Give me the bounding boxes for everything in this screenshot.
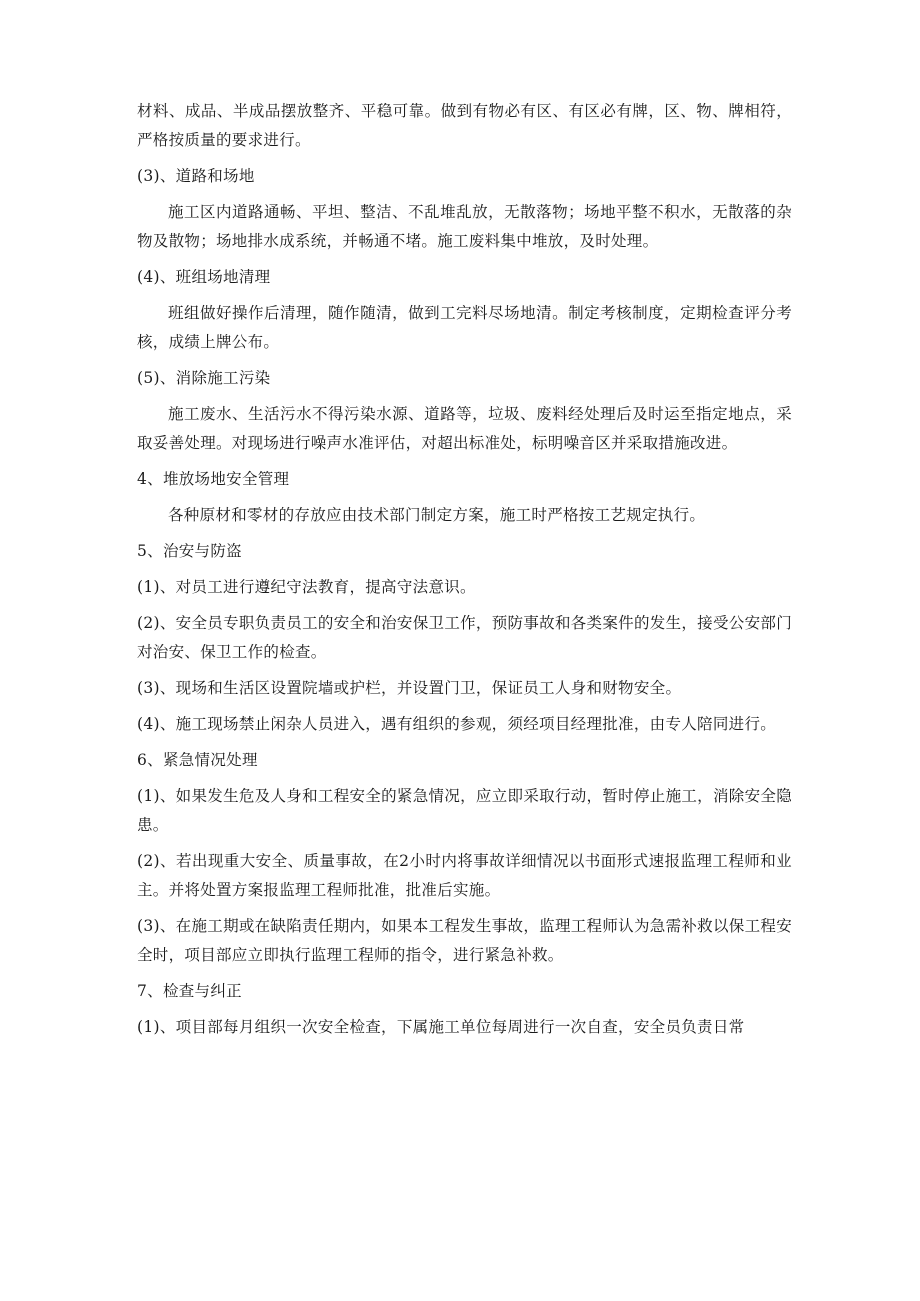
paragraph: 班组做好操作后清理，随作随清，做到工完料尽场地清。制定考核制度，定期检查评分考核，成绩上牌公布。 [137, 304, 792, 351]
paragraph: 材料、成品、半成品摆放整齐、平稳可靠。做到有物必有区、有区必有牌，区、物、牌相符，严格按质量的要求进行。 [137, 102, 792, 149]
paragraph: 施工废水、生活污水不得污染水源、道路等，垃圾、废料经处理后及时运至指定地点，采取妥善处理。对现场进行噪声水准评估，对超出标准处，标明噪音区并采取措施改进。 [137, 405, 792, 452]
document-page [137, 97, 792, 1049]
list-item: (1)、如果发生危及人身和工程安全的紧急情况，应立即采取行动，暂时停止施工，消除安全隐患。 [137, 787, 792, 834]
list-item: (2)、安全员专职负责员工的安全和治安保卫工作，预防事故和各类案件的发生，接受公安部门对治安、保卫工作的检查。 [137, 614, 792, 661]
section-heading: (5)、消除施工污染 [137, 369, 271, 387]
list-item: (2)、若出现重大安全、质量事故，在2小时内将事故详细情况以书面形式速报监理工程师和业主。并将处置方案报监理工程师批准，批准后实施。 [137, 852, 792, 899]
list-item: (1)、对员工进行遵纪守法教育，提高守法意识。 [137, 578, 476, 596]
section-heading: 6、紧急情况处理 [137, 751, 258, 769]
section-heading: 4、堆放场地安全管理 [137, 470, 290, 488]
list-item: (1)、项目部每月组织一次安全检查，下属施工单位每周进行一次自查，安全员负责日常 [137, 1018, 745, 1036]
section-heading: 5、治安与防盗 [137, 542, 242, 560]
list-item: (4)、施工现场禁止闲杂人员进入，遇有组织的参观，须经项目经理批准，由专人陪同进行。 [137, 715, 777, 733]
paragraph: 各种原材和零材的存放应由技术部门制定方案，施工时严格按工艺规定执行。 [168, 506, 706, 524]
list-item: (3)、在施工期或在缺陷责任期内，如果本工程发生事故，监理工程师认为急需补救以保工程安全时，项目部应立即执行监理工程师的指令，进行紧急补救。 [137, 917, 792, 964]
section-heading: (4)、班组场地清理 [137, 268, 271, 286]
paragraph: 施工区内道路通畅、平坦、整洁、不乱堆乱放，无散落物；场地平整不积水，无散落的杂物及散物；场地排水成系统，并畅通不堵。施工废料集中堆放，及时处理。 [137, 203, 792, 250]
section-heading: 7、检查与纠正 [137, 982, 242, 1000]
section-heading: (3)、道路和场地 [137, 167, 255, 185]
list-item: (3)、现场和生活区设置院墙或护栏，并设置门卫，保证员工人身和财物安全。 [137, 679, 682, 697]
